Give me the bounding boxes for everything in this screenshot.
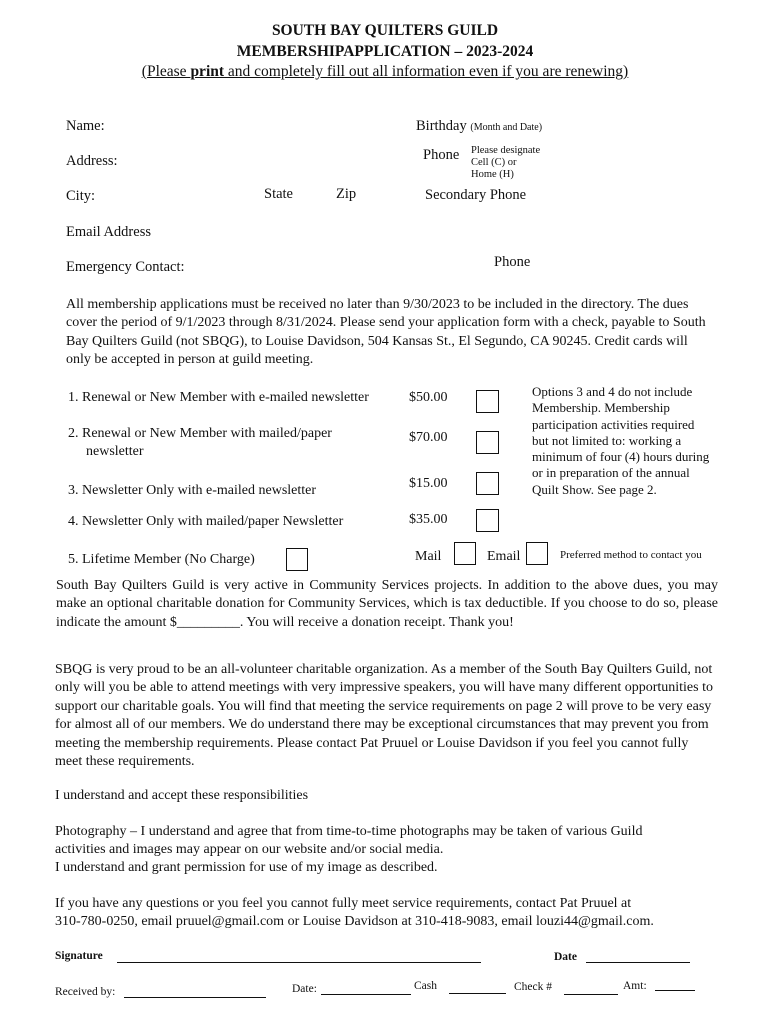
- option-2-price: $70.00: [409, 430, 448, 445]
- option-4-checkbox[interactable]: [476, 509, 499, 532]
- option-1-label: 1. Renewal or New Member with e-mailed newsletter: [68, 390, 369, 405]
- office-date-label: Date:: [292, 983, 317, 995]
- amount-label: Amt:: [623, 980, 647, 992]
- photo-line: Photography – I understand and agree that from time-to-time photographs may be taken of various Guild: [55, 824, 643, 839]
- email-label: Email Address: [66, 224, 151, 240]
- contact-mail-checkbox[interactable]: [454, 542, 476, 565]
- zip-label: Zip: [336, 186, 357, 202]
- form-instruction: [0, 63, 770, 81]
- contact-email-label: Email: [487, 549, 521, 564]
- signature-label: Signature: [55, 950, 103, 962]
- option-5-checkbox[interactable]: [286, 548, 308, 571]
- signature-date-label: Date: [554, 951, 577, 963]
- signature-line[interactable]: [117, 962, 481, 963]
- photo-line: activities and images may appear on our website and/or social media.: [55, 842, 444, 857]
- contact-pref-note: Preferred method to contact you: [560, 549, 702, 561]
- phone-hint: [471, 145, 540, 181]
- state-label: State: [264, 186, 293, 202]
- emergency-contact-label: Emergency Contact:: [66, 259, 185, 275]
- questions-line: 310-780-0250, email pruuel@gmail.com or Louise Davidson at 310-418-9083, email louzi44@gmail.com.: [55, 914, 654, 929]
- phone-hint-line: Home (H): [471, 169, 514, 180]
- cash-line[interactable]: [449, 993, 506, 994]
- instruction-pre: (Please: [141, 63, 191, 80]
- contact-email-checkbox[interactable]: [526, 542, 548, 565]
- check-number-line[interactable]: [564, 994, 618, 995]
- form-title: SOUTH BAY QUILTERS GUILD: [271, 22, 499, 39]
- signature-date-line[interactable]: [586, 962, 690, 963]
- phone-hint-line: Cell (C) or: [471, 157, 517, 168]
- phone-label: Phone: [423, 147, 460, 163]
- office-date-line[interactable]: [321, 994, 411, 995]
- address-label: Address:: [66, 153, 118, 169]
- intro-paragraph: All membership applications must be received no later than 9/30/2023 to be included in the directory. The dues cover the period of 9/1/2023 through 8/31/2024. Please send your application form with a check, payable to South Bay Quilters Guild (not SBQG), to Louise Davidson, 504 Kansas St., El Segundo, CA 90245. Credit cards will only be accepted in person at guild meeting.: [66, 297, 706, 368]
- option-2-label: 2. Renewal or New Member with mailed/paper: [68, 426, 332, 441]
- birthday-label: [416, 118, 542, 135]
- received-by-label: Received by:: [55, 986, 116, 998]
- received-by-line[interactable]: [124, 997, 266, 998]
- questions-line: If you have any questions or you feel you cannot fully meet service requirements, contact Pat Pruuel at: [55, 896, 632, 911]
- option-5-label: 5. Lifetime Member (No Charge): [68, 552, 255, 567]
- photo-line: I understand and grant permission for use of my image as described.: [55, 860, 438, 875]
- volunteer-paragraph: SBQG is very proud to be an all-volunteer charitable organization. As a member of the South Bay Quilters Guild, not only will you be able to attend meetings with very impressive speakers, you will have many different opportunities to support our charitable goals. You will find that meeting the service requirements on page 2 will prove to be very easy for almost all of our members. We do understand there may be exceptional circumstances that may prevent you from meeting the membership requirements. Please contact Pat Pruuel or Louise Davidson if you feel you cannot fully meet these requirements.: [55, 662, 713, 770]
- option-3-checkbox[interactable]: [476, 472, 499, 495]
- secondary-phone-label: Secondary Phone: [425, 187, 527, 203]
- option-2-label-cont: newsletter: [86, 444, 144, 459]
- option-1-price: $50.00: [409, 390, 448, 405]
- cash-label: Cash: [414, 980, 437, 992]
- option-4-price: $35.00: [409, 512, 448, 527]
- option-1-checkbox[interactable]: [476, 390, 499, 413]
- phone-hint-line: Please designate: [471, 145, 541, 156]
- instruction-bold: print: [190, 63, 225, 80]
- amount-line[interactable]: [655, 990, 695, 991]
- contact-mail-label: Mail: [415, 549, 442, 564]
- name-label: Name:: [66, 118, 105, 134]
- donation-paragraph: South Bay Quilters Guild is very active in Community Services projects. In addition to the above dues, you may make an optional charitable donation for Community Services, which is tax deductible. If you choose to do so, please indicate the amount $_________. You will receive a donation receipt. Thank you!: [56, 578, 718, 630]
- option-4-label: 4. Newsletter Only with mailed/paper Newsletter: [68, 514, 344, 529]
- option-3-price: $15.00: [409, 476, 448, 491]
- instruction-post: and completely fill out all information even if you are renewing): [224, 63, 629, 80]
- option-2-checkbox[interactable]: [476, 431, 499, 454]
- city-label: City:: [66, 188, 96, 204]
- birthday-hint: (Month and Date): [470, 122, 543, 133]
- birthday-text: Birthday: [416, 118, 467, 134]
- option-3-label: 3. Newsletter Only with e-mailed newsletter: [68, 483, 317, 498]
- check-number-label: Check #: [514, 981, 553, 993]
- form-subtitle: MEMBERSHIPAPPLICATION – 2023-2024: [236, 43, 534, 60]
- accept-statement: I understand and accept these responsibilities: [55, 788, 309, 803]
- options-side-note: Options 3 and 4 do not include Membership. Membership participation activities required but not limited to: working a minimum of four (4) hours during or in preparation of the annual Quilt Show. See page 2.: [532, 384, 710, 497]
- emergency-phone-label: Phone: [494, 254, 531, 270]
